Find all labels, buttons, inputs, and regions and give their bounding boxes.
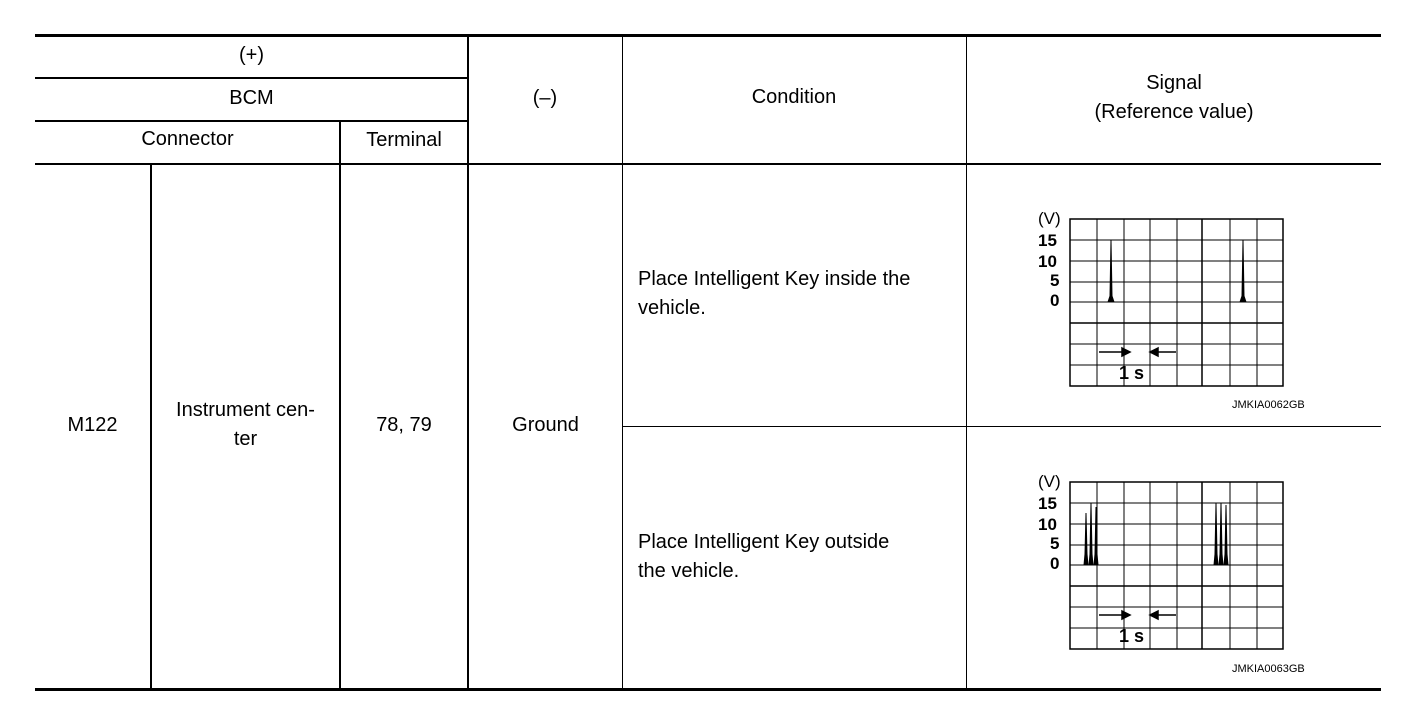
waveform-time-label: 1 s xyxy=(1119,626,1145,646)
waveform-tick-10: 10 xyxy=(1038,515,1057,534)
condition-outside-line2: the vehicle. xyxy=(638,560,740,582)
waveform-outside xyxy=(1030,469,1330,669)
header-bcm: BCM xyxy=(229,87,274,109)
waveform-inside-graphic xyxy=(1030,206,1330,406)
header-plus: (+) xyxy=(239,44,264,66)
header-rule-plus xyxy=(35,77,468,79)
table-top-border xyxy=(35,34,1381,37)
waveform-tick-5: 5 xyxy=(1050,271,1060,290)
waveform-tick-15: 15 xyxy=(1038,231,1057,250)
col-rule-signal xyxy=(966,36,967,689)
condition-inside-line1: Place Intelligent Key inside the xyxy=(638,268,911,290)
header-signal: Signal xyxy=(1146,72,1202,94)
waveform-tick-15: 15 xyxy=(1038,494,1057,513)
waveform-time-label: 1 s xyxy=(1119,363,1145,383)
connector-name-line1: Instrument cen- xyxy=(176,399,315,421)
col-rule-terminal xyxy=(339,121,341,689)
header-minus: (–) xyxy=(532,87,558,109)
waveform-tick-5: 5 xyxy=(1050,534,1060,553)
waveform-unit: (V) xyxy=(1038,209,1061,228)
header-condition: Condition xyxy=(751,86,837,108)
header-connector: Connector xyxy=(141,128,234,150)
col-rule-condition xyxy=(622,36,623,689)
table-bottom-border xyxy=(35,688,1381,691)
header-terminal: Terminal xyxy=(366,129,442,151)
condition-inside-line2: vehicle. xyxy=(638,297,706,319)
connector-name-line2: ter xyxy=(233,428,258,450)
waveform-tick-0: 0 xyxy=(1050,291,1060,310)
header-bottom-rule xyxy=(35,163,1381,165)
ground-label: Ground xyxy=(512,414,579,436)
condition-outside-line1: Place Intelligent Key outside xyxy=(638,531,890,553)
terminal-number: 78, 79 xyxy=(376,414,432,436)
figure-id-outside: JMKIA0063GB xyxy=(1232,663,1305,675)
figure-id-inside: JMKIA0062GB xyxy=(1232,399,1305,411)
waveform-outside-graphic xyxy=(1030,469,1330,669)
connector-id: M122 xyxy=(67,414,118,436)
header-rule-bcm xyxy=(35,120,468,122)
waveform-tick-10: 10 xyxy=(1038,252,1057,271)
waveform-inside xyxy=(1030,206,1330,406)
condition-divider xyxy=(622,426,1381,427)
header-signal-reference: (Reference value) xyxy=(1094,101,1254,123)
waveform-unit: (V) xyxy=(1038,472,1061,491)
waveform-tick-0: 0 xyxy=(1050,554,1060,573)
